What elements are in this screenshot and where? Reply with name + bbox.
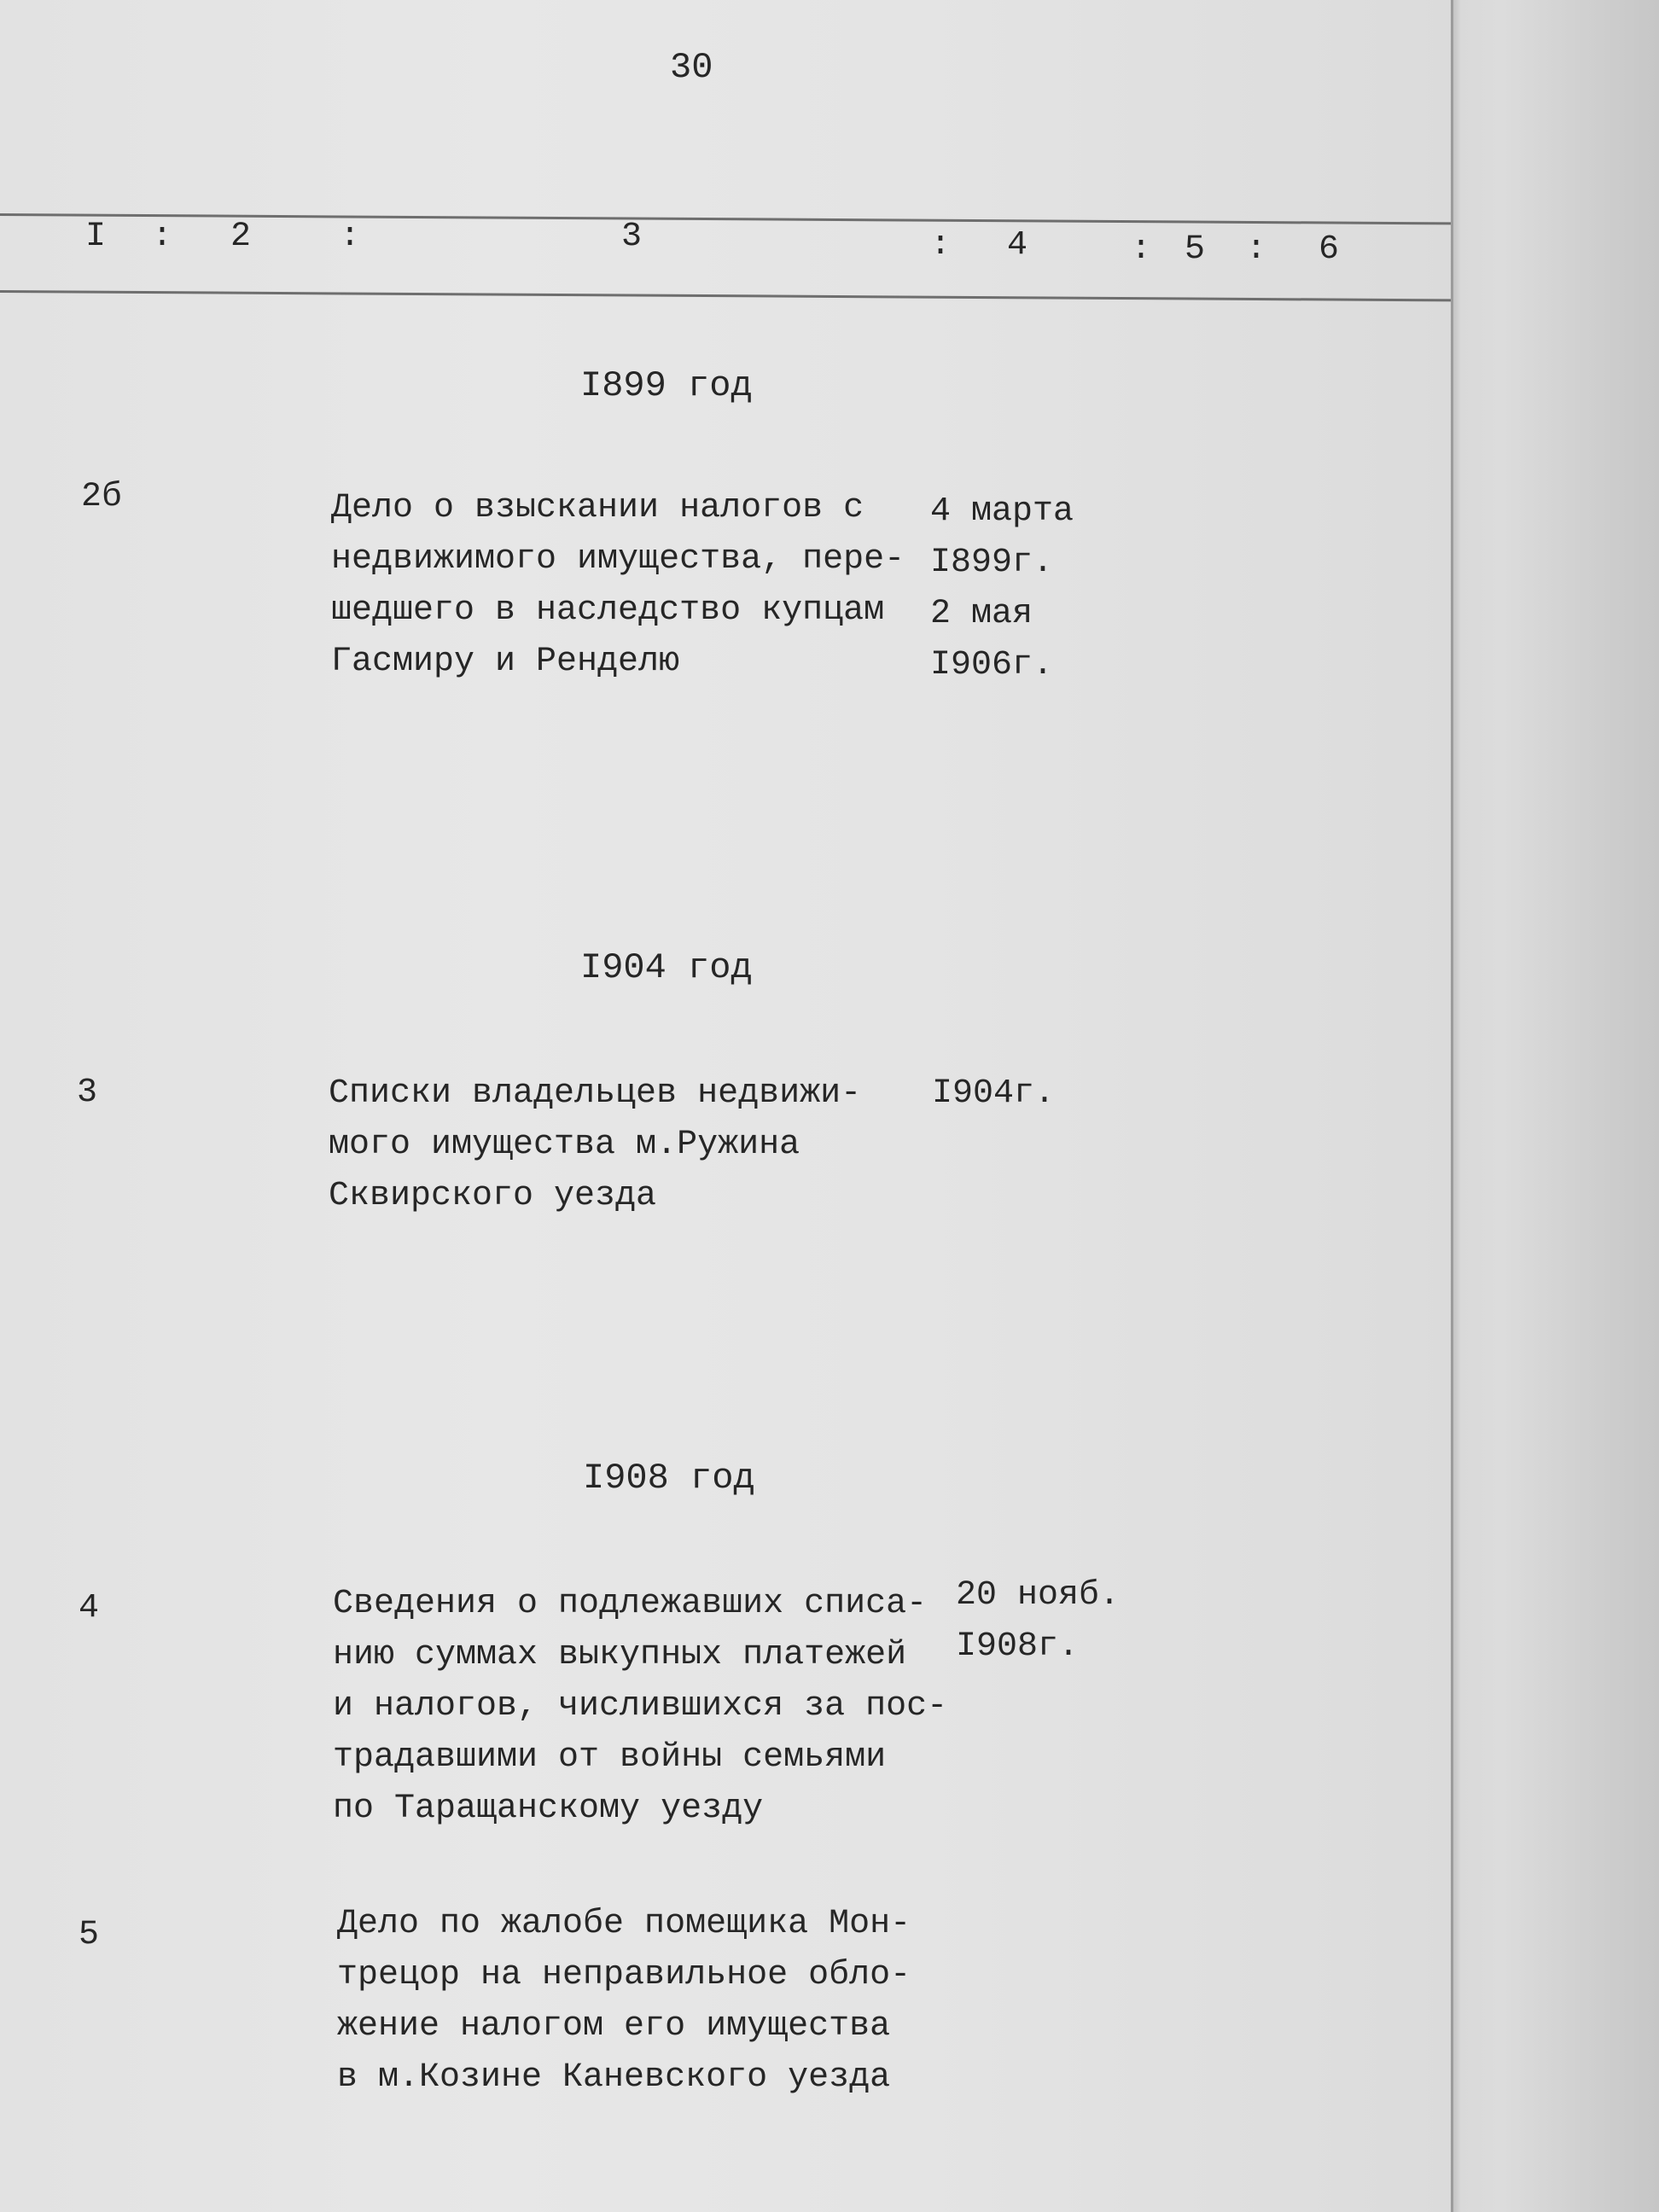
description-line: Сведения о подлежавших списа- <box>333 1585 928 1623</box>
header-rule-bottom <box>0 290 1451 301</box>
description-line: Гасмиру и Ренделю <box>331 643 680 681</box>
description-line: жение налогом его имущества <box>337 2007 891 2046</box>
date-line: I908г. <box>956 1627 1080 1666</box>
date-line: 4 марта <box>930 492 1074 531</box>
description-line: по Таращанскому уезду <box>333 1790 764 1828</box>
description-line: Дело о взыскании налогов с <box>331 489 864 527</box>
section-year-heading: I908 год <box>583 1458 755 1499</box>
date-line: I904г. <box>932 1074 1056 1113</box>
description-line: и налогов, числившихся за пос- <box>333 1687 948 1726</box>
page-number: 30 <box>670 47 713 88</box>
description-line: традавшими от войны семьями <box>333 1738 887 1777</box>
column-header-4: 4 <box>1007 226 1028 265</box>
entry-description <box>333 1579 947 1835</box>
description-line: трецор на неправильное обло- <box>337 1956 911 1994</box>
column-header-1: I <box>85 218 107 256</box>
entry-dates <box>956 1570 1120 1673</box>
description-line: шедшего в наследство купцам <box>331 591 885 630</box>
entry-dates <box>932 1068 1055 1120</box>
section-year-heading: I904 год <box>580 947 753 988</box>
entry-number: 2б <box>81 478 123 516</box>
description-line: Списки владельцев недвижи- <box>329 1074 862 1113</box>
column-header-2: 2 <box>230 218 252 256</box>
column-header-6: 6 <box>1318 230 1340 269</box>
entry-number: 3 <box>77 1074 98 1112</box>
column-separator: : <box>340 218 361 256</box>
entry-dates <box>930 486 1074 691</box>
description-line: нию суммах выкупных платежей <box>333 1636 907 1674</box>
entry-description <box>331 483 905 688</box>
description-line: в м.Козине Каневского уезда <box>337 2058 891 2097</box>
section-year-heading: I899 год <box>580 365 753 406</box>
column-header-5: 5 <box>1185 230 1206 269</box>
date-line: I899г. <box>930 544 1054 582</box>
entry-number: 5 <box>79 1916 100 1954</box>
description-line: недвижимого имущества, пере- <box>331 540 905 579</box>
description-line: мого имущества м.Ружина <box>329 1126 800 1164</box>
header-rule-top <box>0 213 1451 224</box>
date-line: 20 нояб. <box>956 1576 1121 1615</box>
date-line: I906г. <box>930 646 1054 684</box>
column-separator: : <box>930 226 952 265</box>
description-line: Дело по жалобе помещика Мон- <box>337 1905 911 1943</box>
date-line: 2 мая <box>930 595 1033 633</box>
description-line: Сквирского уезда <box>329 1177 657 1215</box>
page-edge-shadow <box>1451 0 1659 2212</box>
column-header-3: 3 <box>621 218 643 256</box>
entry-description <box>337 1899 911 2104</box>
column-separator: : <box>1246 230 1267 269</box>
entry-description <box>329 1068 861 1222</box>
entry-number: 4 <box>79 1589 100 1627</box>
column-separator: : <box>1131 230 1152 269</box>
column-separator: : <box>152 218 173 256</box>
